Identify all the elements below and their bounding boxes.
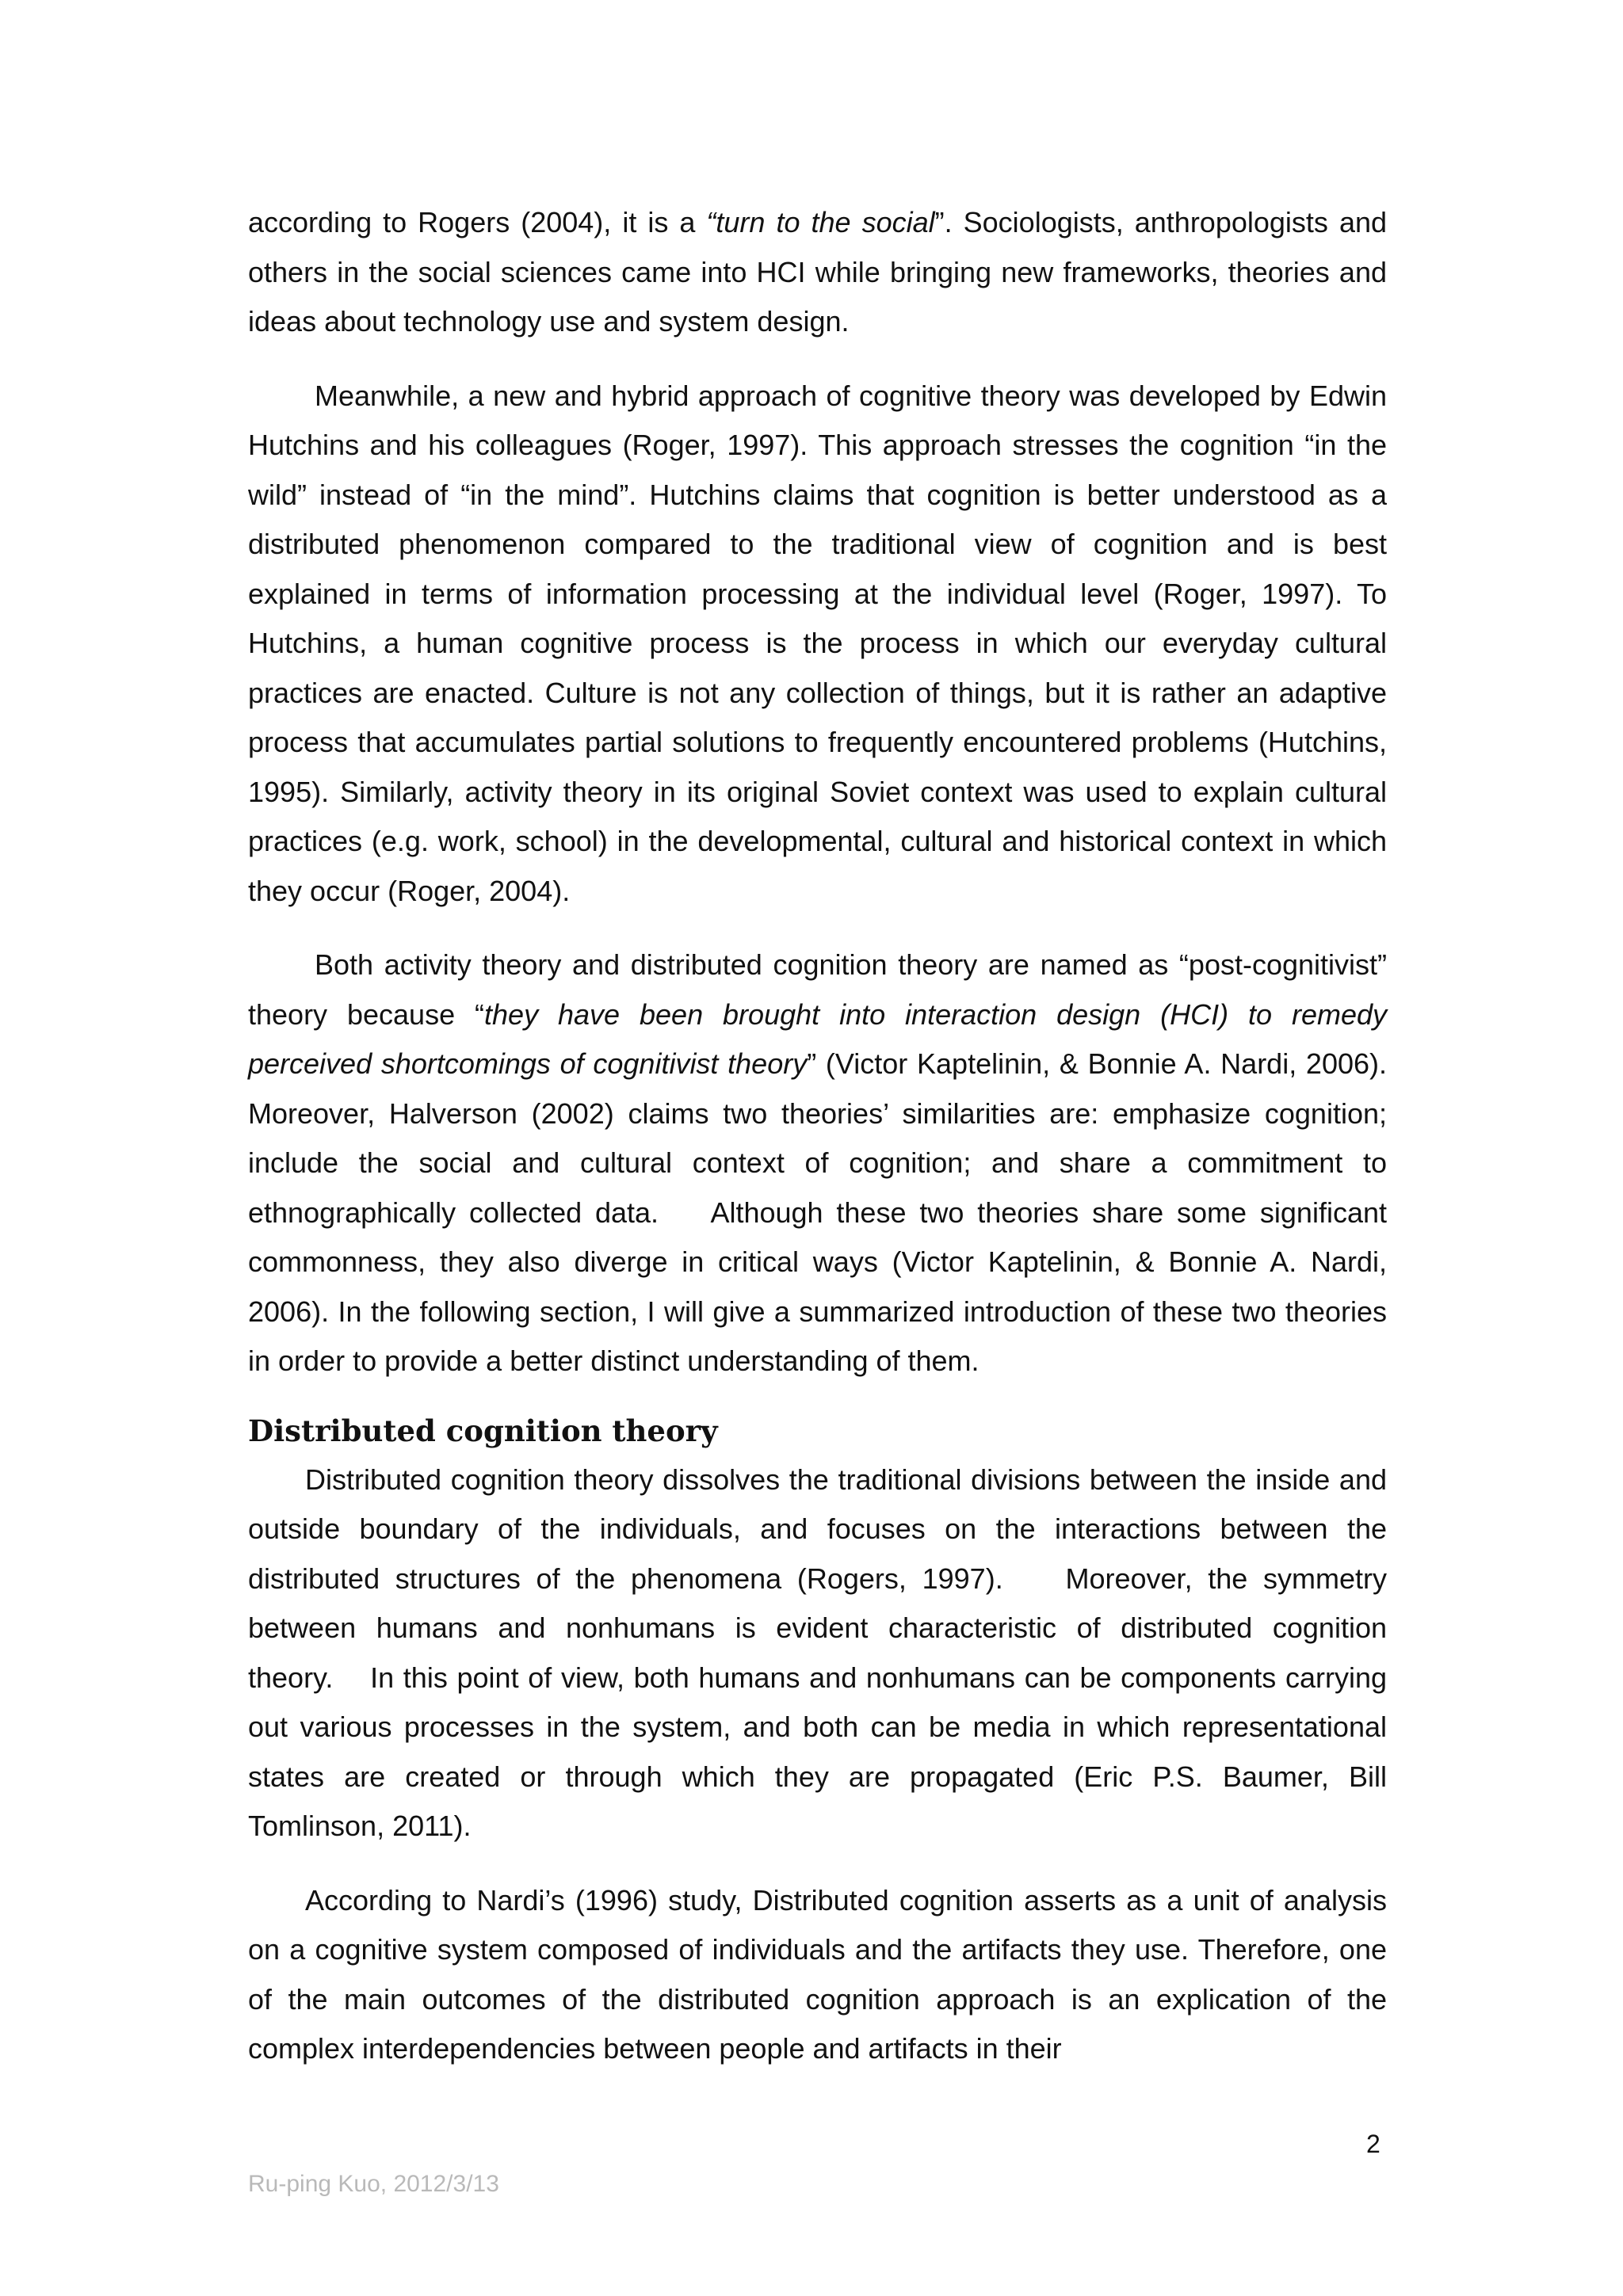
- paragraph-distributed-cognition: Distributed cognition theory dissolves the traditional divisions between the inside and outside boundary of the individuals, and focuses on the interactions between the distributed structures of the phenomena (Rogers, 1997). Moreover, the symmetry between humans and nonhumans is evident characteristic of distributed cognition theory. In this point of view, both humans and nonhumans can be components carrying out various processes in the system, and both can be media in which representational states are created or through which they are propagated (Eric P.S. Baumer, Bill Tomlinson, 2011).: [248, 1463, 1387, 1842]
- paragraph-spacer: [248, 1852, 1387, 1876]
- paragraph-text: ”. Sociologists, anthropologists and others in the social sciences came into HCI while bringing new frameworks, theories and ideas about technology use and system design.: [248, 206, 1388, 338]
- paragraph-text: according to Rogers (2004), it is a: [248, 206, 707, 238]
- page-number: 2: [1366, 2130, 1381, 2158]
- paragraph-hutchins: Meanwhile, a new and hybrid approach of cognitive theory was developed by Edwin Hutchins and his colleagues (Roger, 1997). This approach stresses the cognition “in the wild” instead of “in the mind”. Hutchins claims that cognition is better understood as a distributed phenomenon compared to the traditional view of cognition and is best explained in terms of information processing at the individual level (Roger, 1997). To Hutchins, a human cognitive process is the process in which our everyday cultural practices are enacted. Culture is not any collection of things, but it is rather an adaptive process that accumulates partial solutions to frequently encountered problems (Hutchins, 1995). Similarly, activity theory in its original Soviet context was used to explain cultural practices (e.g. work, school) in the developmental, cultural and historical context in which they occur (Roger, 2004).: [248, 379, 1387, 907]
- section-heading: Distributed cognition theory: [248, 1413, 718, 1448]
- paragraph-text: Both activity theory and distributed cognition theory are named as “post-cognitivist” theory because “: [248, 948, 1387, 1031]
- footer-author-date: Ru-ping Kuo, 2012/3/13: [248, 2171, 499, 2197]
- paragraph-text: ” (Victor Kaptelinin, & Bonnie A. Nardi, 2006). Moreover, Halverson (2002) claims two theories’ similarities are: emphasize cognition; include the social and cultural context of cognition; and share a commitment to ethnographically collected data. Although these two theories share some significant commonness, they also diverge in critical ways (Victor Kaptelinin, & Bonnie A. Nardi, 2006). In the following section, I will give a summarized introduction of these two theories in order to provide a better distinct understanding of them.: [248, 1047, 1387, 1377]
- paragraph-spacer: [248, 1386, 1387, 1406]
- paragraph-post-cognitivist: [248, 940, 1387, 1386]
- italic-quote: they have been brought into interaction design (HCI) to remedy perceived shortcomings of cognitivist theory: [248, 997, 1388, 1080]
- document-page: [248, 198, 1387, 2074]
- paragraph-turn-to-social: [248, 198, 1387, 347]
- paragraph-spacer: [248, 916, 1387, 940]
- paragraph-nardi: According to Nardi’s (1996) study, Distributed cognition asserts as a unit of analysis on a cognitive system composed of individuals and the artifacts they use. Therefore, one of the main outcomes of the distributed cognition approach is an explication of the complex interdependencies between people and artifacts in their: [248, 1883, 1387, 2065]
- italic-quote: “turn to the social: [706, 206, 935, 238]
- paragraph-spacer: [248, 347, 1387, 372]
